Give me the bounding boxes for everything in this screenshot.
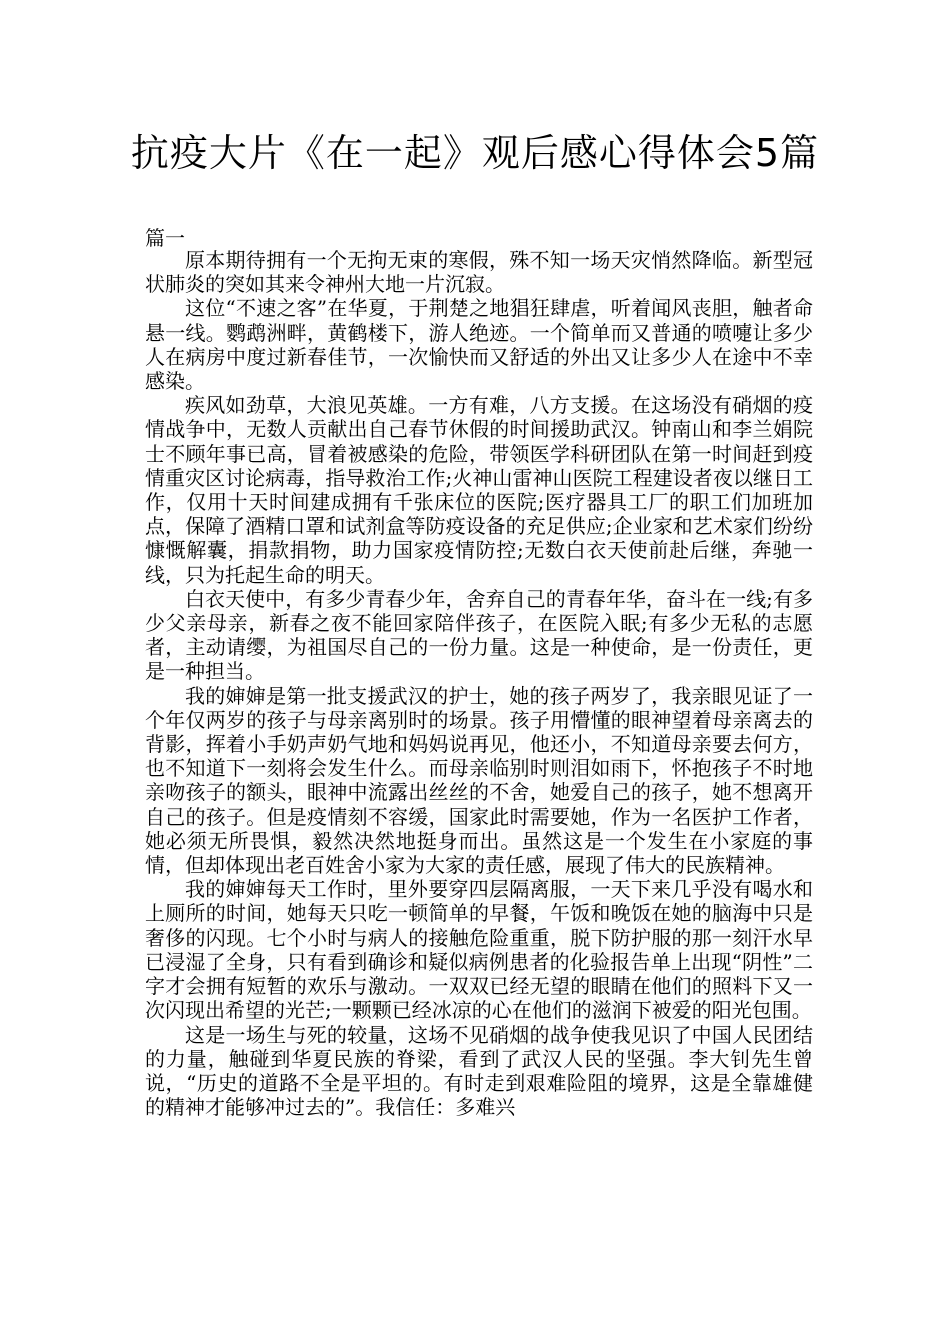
paragraph: 白衣天使中，有多少青春少年，舍弃自己的青春年华，奋斗在一线;有多少父亲母亲，新春之夜不能回家陪伴孩子，在医院入眠;有多少无私的志愿者，主动请缨，为祖国尽自己的一份力量。这是一种使命，是一份责任，更是一种担当。 [145,586,813,684]
document-title: 抗疫大片《在一起》观后感心得体会5篇 [130,131,820,175]
section-label: 篇一 [145,226,185,250]
paragraph: 这是一场生与死的较量，这场不见硝烟的战争使我见识了中国人民团结的力量，触碰到华夏民族的脊梁，看到了武汉人民的坚强。李大钊先生曾说，“历史的道路不全是平坦的。有时走到艰难险阻的境界，这是全靠雄健的精神才能够冲过去的”。我信任：多难兴 [145,1022,813,1120]
paragraph: 我的婶婶是第一批支援武汉的护士，她的孩子两岁了，我亲眼见证了一个年仅两岁的孩子与母亲离别时的场景。孩子用懵懂的眼神望着母亲离去的背影，挥着小手奶声奶气地和妈妈说再见，他还小，不知道母亲要去何方，也不知道下一刻将会发生什么。而母亲临别时则泪如雨下，怀抱孩子不时地亲吻孩子的额头，眼神中流露出丝丝的不舍，她爱自己的孩子，她不想离开自己的孩子。但是疫情刻不容缓，国家此时需要她，作为一名医护工作者，她必须无所畏惧，毅然决然地挺身而出。虽然这是一个发生在小家庭的事情，但却体现出老百姓舍小家为大家的责任感，展现了伟大的民族精神。 [145,683,813,878]
paragraph: 我的婶婶每天工作时，里外要穿四层隔离服，一天下来几乎没有喝水和上厕所的时间，她每天只吃一顿简单的早餐，午饭和晚饭在她的脑海中只是奢侈的闪现。七个小时与病人的接触危险重重，脱下防护服的那一刻汗水早已浸湿了全身，只有看到确诊和疑似病例患者的化验报告单上出现“阴性”二字才会拥有短暂的欢乐与激动。一双双已经无望的眼睛在他们的照料下又一次闪现出希望的光芒;一颗颗已经冰凉的心在他们的滋润下被爱的阳光包围。 [145,877,813,1023]
document-body [145,248,813,1119]
paragraph: 原本期待拥有一个无拘无束的寒假，殊不知一场天灾悄然降临。新型冠状肺炎的突如其来令神州大地一片沉寂。 [145,248,813,297]
paragraph: 疾风如劲草，大浪见英雄。一方有难，八方支援。在这场没有硝烟的疫情战争中，无数人贡献出自己春节休假的时间援助武汉。钟南山和李兰娟院士不顾年事已高，冒着被感染的危险，带领医学科研团队在第一时间赶到疫情重灾区讨论病毒，指导救治工作;火神山雷神山医院工程建设者夜以继日工作，仅用十天时间建成拥有千张床位的医院;医疗器具工厂的职工们加班加点，保障了酒精口罩和试剂盒等防疫设备的充足供应;企业家和艺术家们纷纷慷慨解囊，捐款捐物，助力国家疫情防控;无数白衣天使前赴后继，奔驰一线，只为托起生命的明天。 [145,393,813,587]
paragraph: 这位“不速之客”在华夏，于荆楚之地猖狂肆虐，听着闻风丧胆，触者命悬一线。鹦鹉洲畔，黄鹤楼下，游人绝迹。一个简单而又普通的喷嚏让多少人在病房中度过新春佳节，一次愉快而又舒适的外出又让多少人在途中不幸感染。 [145,296,813,394]
